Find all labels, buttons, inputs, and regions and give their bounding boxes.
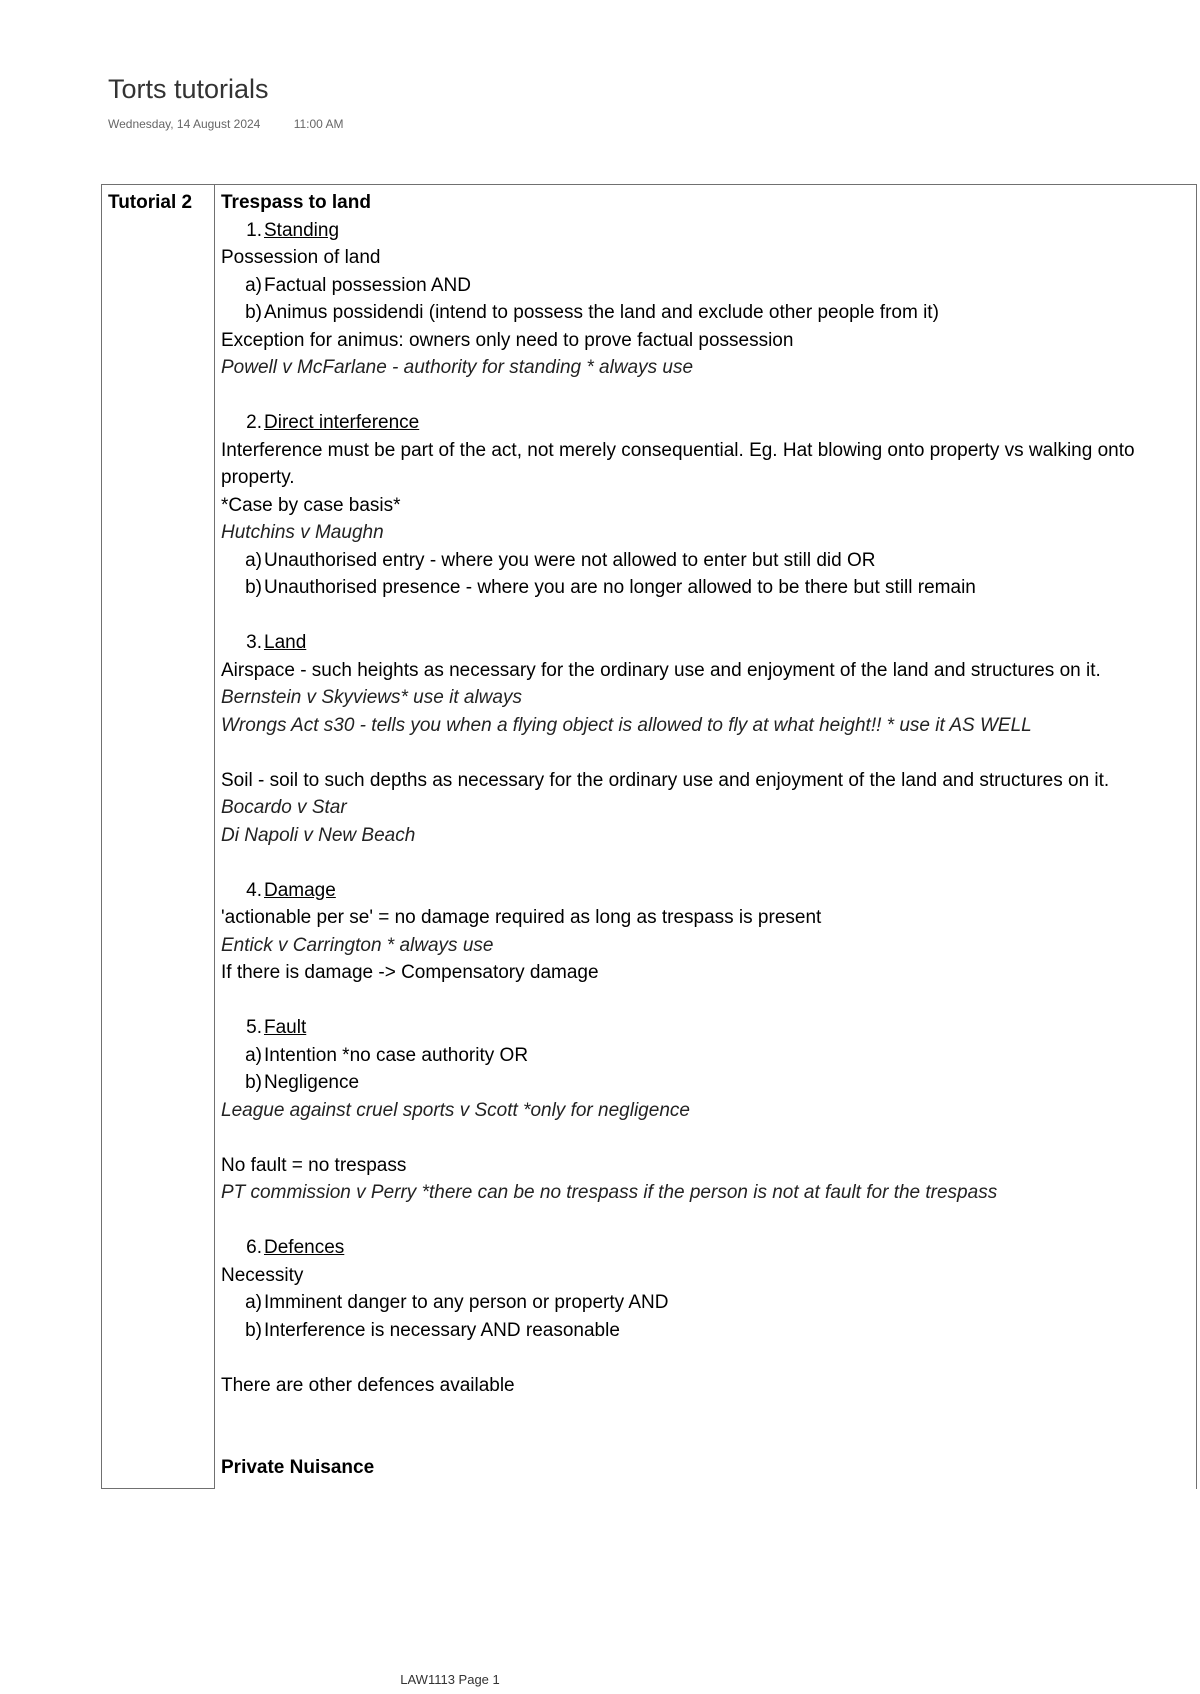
note-line: *Case by case basis* (221, 494, 401, 516)
blank-line (221, 382, 1190, 410)
list-marker: 1. (246, 219, 262, 241)
page-footer: LAW1113 Page 1 (400, 1672, 500, 1687)
list-text: Damage (264, 879, 336, 901)
blank-line (221, 1427, 1190, 1455)
case-citation: Entick v Carrington * always use (221, 934, 494, 956)
numbered-heading (221, 1014, 1190, 1042)
blank-line (221, 849, 1190, 877)
list-marker: b) (245, 302, 262, 323)
list-marker: 3. (246, 632, 262, 653)
blank-line (221, 1399, 1190, 1427)
note-line: If there is damage -> Compensatory damage (221, 962, 599, 983)
notes-content[interactable] (215, 185, 1197, 1489)
note-line: Necessity (221, 1264, 304, 1286)
list-text: Intention *no case authority OR (264, 1044, 529, 1066)
page-meta (108, 117, 344, 131)
list-text: Negligence (264, 1072, 360, 1093)
notes-table (101, 184, 1197, 1489)
case-citation: Hutchins v Maughn (221, 522, 384, 543)
list-marker: 5. (246, 1017, 262, 1038)
numbered-heading (221, 877, 1190, 905)
page-time: 11:00 AM (293, 117, 344, 131)
list-marker: 2. (246, 412, 262, 433)
note-line: No fault = no trespass (221, 1154, 407, 1176)
numbered-heading (221, 409, 1190, 437)
note-line: 'actionable per se' = no damage required as long as trespass is present (221, 907, 822, 928)
case-citation: Di Napoli v New Beach (221, 824, 416, 846)
section-heading: Trespass to land (221, 192, 371, 213)
list-text: Imminent danger to any person or property AND (264, 1292, 669, 1313)
case-citation: Bocardo v Star (221, 797, 347, 818)
list-marker: b) (245, 1319, 262, 1341)
list-item (221, 272, 1190, 300)
blank-line (221, 987, 1190, 1015)
list-text: Direct interference (264, 412, 420, 433)
case-citation: Wrongs Act s30 - tells you when a flying object is allowed to fly at what height!! * use it AS WELL (221, 714, 1032, 736)
note-line: Exception for animus: owners only need to prove factual possession (221, 329, 794, 351)
blank-line (221, 1124, 1190, 1152)
list-marker: a) (245, 1044, 262, 1066)
numbered-heading (221, 629, 1190, 657)
page-title: Torts tutorials (108, 74, 269, 104)
blank-line (221, 739, 1190, 767)
list-text: Land (264, 632, 307, 653)
list-text: Factual possession AND (264, 274, 471, 296)
section-heading: Private Nuisance (221, 1457, 375, 1478)
case-citation: PT commission v Perry *there can be no trespass if the person is not at fault for the trespass (221, 1182, 998, 1203)
list-text: Unauthorised presence - where you are no longer allowed to be there but still remain (264, 577, 976, 598)
tutorial-label: Tutorial 2 (102, 185, 215, 1489)
note-line: Interference must be part of the act, not merely consequential. Eg. Hat blowing onto property vs walking onto property. (221, 439, 1135, 488)
list-item (221, 574, 1190, 602)
list-marker: b) (245, 577, 262, 598)
list-item (221, 1317, 1190, 1345)
list-text: Animus possidendi (intend to possess the land and exclude other people from it) (264, 302, 939, 323)
list-text: Unauthorised entry - where you were not allowed to enter but still did OR (264, 549, 876, 571)
list-item (221, 1042, 1190, 1070)
case-citation: League against cruel sports v Scott *only for negligence (221, 1099, 690, 1121)
list-text: Fault (264, 1017, 307, 1038)
list-marker: 6. (246, 1237, 262, 1258)
list-item (221, 547, 1190, 575)
list-marker: a) (245, 274, 262, 296)
numbered-heading (221, 217, 1190, 245)
case-citation: Bernstein v Skyviews* use it always (221, 687, 522, 708)
list-item (221, 1069, 1190, 1097)
list-marker: a) (245, 1292, 262, 1313)
table-row (102, 185, 1197, 1489)
blank-line (221, 1207, 1190, 1235)
blank-line (221, 1344, 1190, 1372)
note-line: There are other defences available (221, 1374, 515, 1396)
list-item (221, 1289, 1190, 1317)
case-citation: Powell v McFarlane - authority for standing * always use (221, 357, 694, 378)
note-line: Possession of land (221, 247, 381, 268)
list-marker: b) (245, 1072, 262, 1093)
list-text: Defences (264, 1237, 345, 1258)
note-line: Airspace - such heights as necessary for the ordinary use and enjoyment of the land and structures on it. (221, 659, 1101, 681)
list-item (221, 299, 1190, 327)
numbered-heading (221, 1234, 1190, 1262)
list-text: Standing (264, 219, 340, 241)
note-line: Soil - soil to such depths as necessary for the ordinary use and enjoyment of the land and structures on it. (221, 769, 1110, 791)
list-marker: 4. (246, 879, 262, 901)
list-marker: a) (245, 549, 262, 571)
blank-line (221, 602, 1190, 630)
page-date: Wednesday, 14 August 2024 (108, 117, 261, 131)
list-text: Interference is necessary AND reasonable (264, 1319, 620, 1341)
